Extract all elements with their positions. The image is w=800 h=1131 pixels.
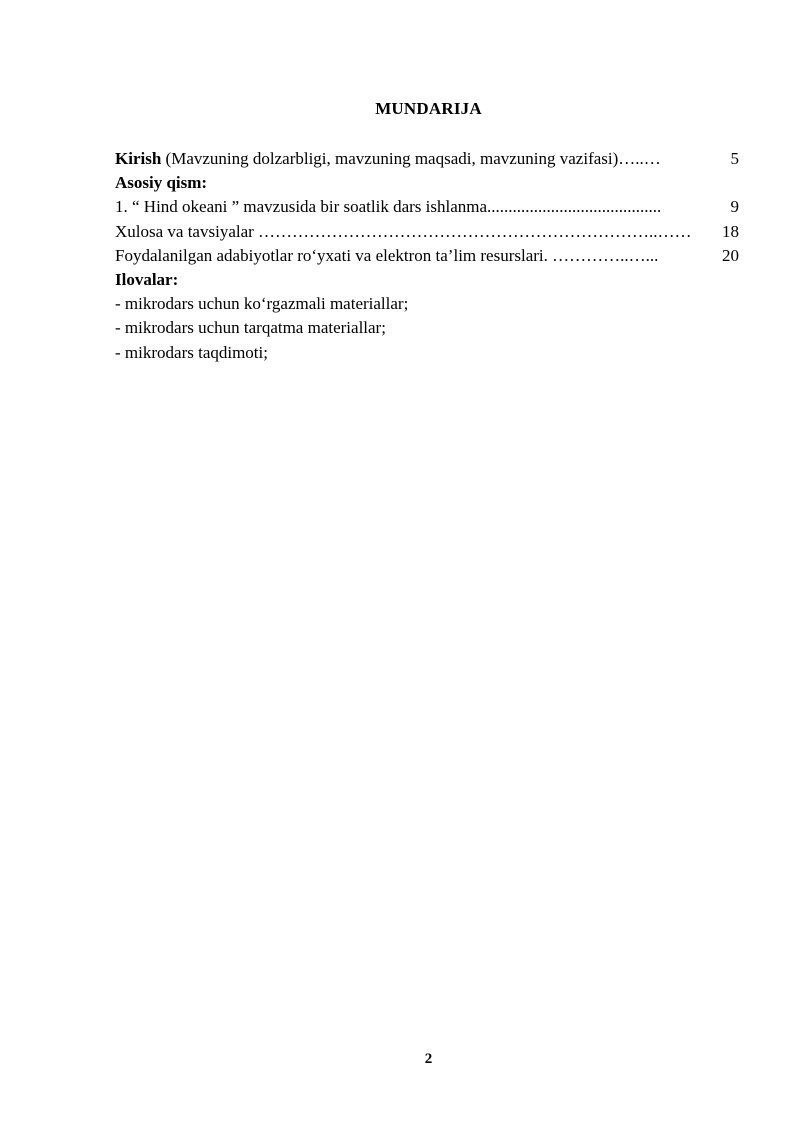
toc-entry-label bbox=[115, 244, 722, 268]
toc-list-item: - mikrodars taqdimoti; bbox=[115, 342, 268, 362]
toc-list-item: - mikrodars uchun tarqatma materiallar; bbox=[115, 318, 386, 338]
toc-entry-text: Foydalanilgan adabiyotlar ro‘yxati va elektron ta’lim resurslari. bbox=[115, 245, 553, 265]
toc-entry-references[interactable] bbox=[115, 244, 739, 268]
toc-entry-kirish[interactable] bbox=[115, 147, 739, 171]
page-number: 2 bbox=[424, 1051, 433, 1067]
toc-entry-description: (Mavzuning dolzarbligi, mavzuning maqsadi, mavzuning vazifasi) bbox=[161, 149, 619, 168]
toc-entry-label bbox=[115, 195, 731, 219]
toc-leader: ......................................... bbox=[487, 197, 662, 217]
toc-page-number: 20 bbox=[722, 245, 739, 265]
toc-page-number: 18 bbox=[722, 221, 739, 241]
toc-entry-label bbox=[115, 147, 731, 171]
toc-list-item: - mikrodars uchun ko‘rgazmali materiallar; bbox=[115, 294, 409, 314]
page-title: MUNDARIJA bbox=[375, 99, 482, 118]
toc-leader: …..… bbox=[618, 149, 661, 168]
toc-leader: ……………………………………………………………..…… bbox=[258, 221, 692, 241]
toc-section-heading: Asosiy qism: bbox=[115, 173, 208, 193]
toc-page-number: 9 bbox=[730, 197, 739, 217]
toc-leader: …………..…... bbox=[552, 245, 659, 265]
toc-section-heading: Ilovalar: bbox=[115, 269, 179, 289]
toc-page-number: 5 bbox=[730, 149, 739, 168]
table-of-contents bbox=[115, 147, 739, 365]
toc-entry-label bbox=[115, 220, 722, 244]
toc-entry-lesson[interactable] bbox=[115, 195, 739, 219]
toc-entry-bold-label: Kirish bbox=[115, 149, 162, 168]
toc-entry-text: Xulosa va tavsiyalar bbox=[115, 221, 259, 241]
toc-entry-text: 1. “ Hind okeani ” mavzusida bir soatlik dars ishlanma bbox=[115, 197, 488, 217]
toc-entry-conclusion[interactable] bbox=[115, 220, 739, 244]
